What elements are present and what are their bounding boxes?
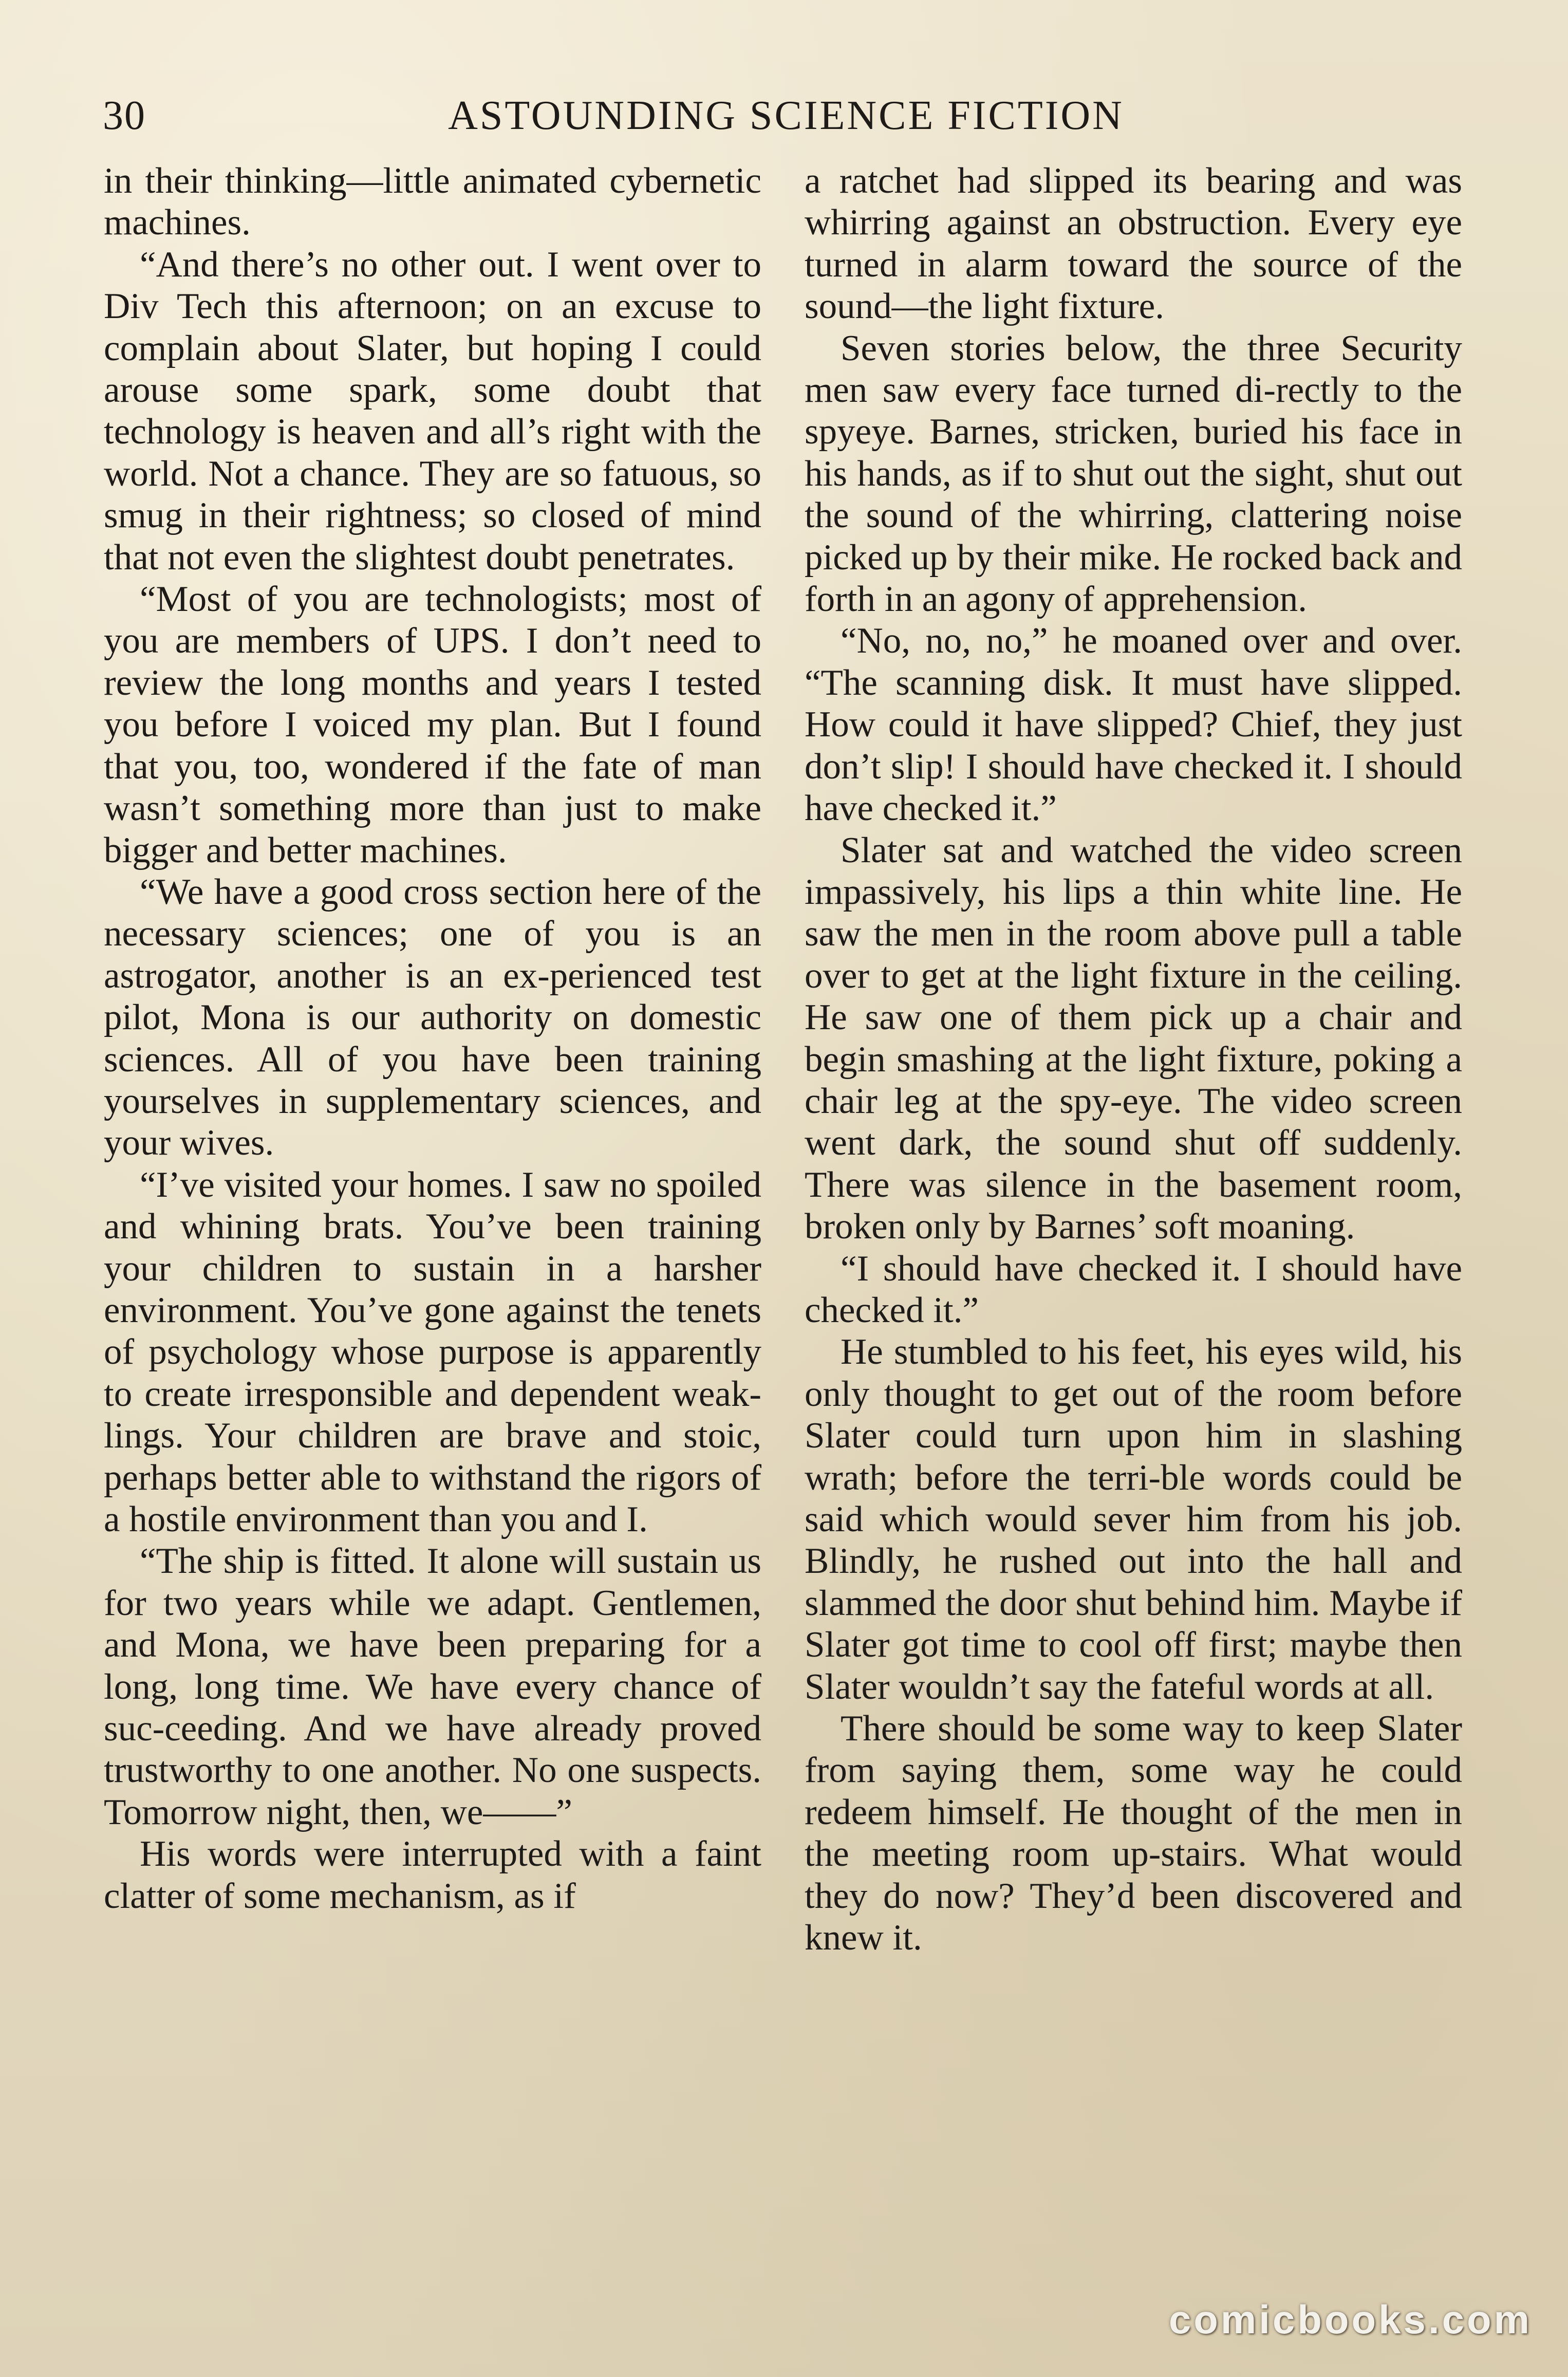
paragraph: Seven stories below, the three Security men saw every face turned di-rectly to the spyeye. Barnes, stricken, buried his face in his hands, as if to shut out the sight, shut out the sound of the whirring, clattering noise picked up by their mike. He rocked back and forth in an agony of apprehension. — [805, 328, 1462, 620]
watermark: comicbooks.com — [1168, 2297, 1532, 2342]
paragraph: “And there’s no other out. I went over to Div Tech this afternoon; on an excuse to complain about Slater, but hoping I could arouse some spark, some doubt that technology is heaven and all’s right with the world. Not a chance. They are so fatuous, so smug in their rightness; so closed of mind that not even the slightest doubt penetrates. — [104, 244, 761, 578]
paragraph: “We have a good cross section here of the necessary sciences; one of you is an astrogator, another is an ex-perienced test pilot, Mona is our authority on domestic sciences. All of you have been training yourselves in supplementary sciences, and your wives. — [104, 871, 761, 1163]
running-head: ASTOUNDING SCIENCE FICTION — [448, 93, 1124, 138]
right-column — [805, 160, 1462, 1959]
paragraph: “Most of you are technologists; most of you are members of UPS. I don’t need to review the long months and years I tested you before I voiced my plan. But I found that you, too, wondered if the fate of man wasn’t something more than just to make bigger and better machines. — [104, 579, 761, 870]
paragraph: “No, no, no,” he moaned over and over. “The scanning disk. It must have slipped. How could it have slipped? Chief, they just don’t slip! I should have checked it. I should have checked it.” — [805, 621, 1462, 829]
paragraph: “I should have checked it. I should have checked it.” — [805, 1248, 1462, 1330]
paragraph: “I’ve visited your homes. I saw no spoiled and whining brats. You’ve been training your children to sustain in a harsher environment. You’ve gone against the tenets of psychology whose purpose is apparently to create irresponsible and dependent weak-lings. Your children are brave and stoic, perhaps better able to withstand the rigors of a hostile environment than you and I. — [104, 1164, 761, 1539]
page-header — [103, 85, 1469, 146]
paragraph: His words were interrupted with a faint clatter of some mechanism, as if — [104, 1834, 761, 1916]
paragraph: He stumbled to his feet, his eyes wild, his only thought to get out of the room before Slater could turn upon him in slashing wrath; before the terri-ble words could be said which would sever him from his job. Blindly, he rushed out into the hall and slammed the door shut behind him. Maybe if Slater got time to cool off first; maybe then Slater wouldn’t say the fateful words at all. — [805, 1332, 1462, 1707]
paragraph: There should be some way to keep Slater from saying them, some way he could redeem himself. He thought of the men in the meeting room up-stairs. What would they do now? They’d been discovered and knew it. — [805, 1709, 1462, 1958]
paragraph: a ratchet had slipped its bearing and was whirring against an obstruction. Every eye turned in alarm toward the source of the sound—the light fixture. — [805, 161, 1462, 327]
left-column — [104, 160, 761, 1917]
paragraph: “The ship is fitted. It alone will sustain us for two years while we adapt. Gentlemen, and Mona, we have been preparing for a long, long time. We have every chance of suc-ceeding. And we have already proved trustworthy to one another. No one suspects. Tomorrow night, then, we——” — [104, 1541, 761, 1832]
paragraph: Slater sat and watched the video screen impassively, his lips a thin white line. He saw the men in the room above pull a table over to get at the light fixture in the ceiling. He saw one of them pick up a chair and begin smashing at the light fixture, poking a chair leg at the spy-eye. The video screen went dark, the sound shut off suddenly. There was silence in the basement room, broken only by Barnes’ soft moaning. — [805, 830, 1462, 1247]
paragraph: in their thinking—little animated cybernetic machines. — [104, 161, 761, 243]
page-number: 30 — [103, 93, 146, 138]
